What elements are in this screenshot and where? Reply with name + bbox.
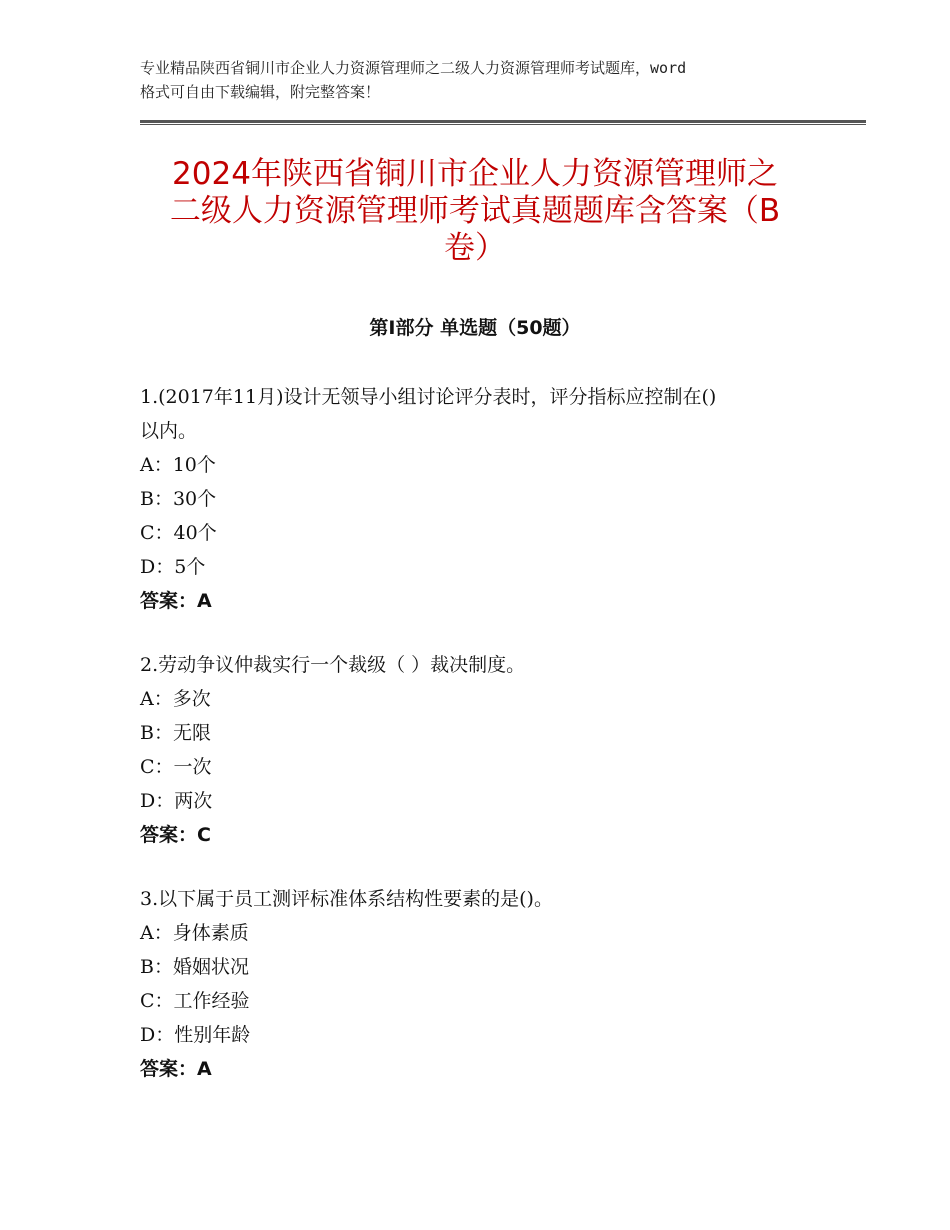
option-d: D：两次 [140,790,213,812]
header-note [140,56,840,104]
option-b: B：无限 [140,722,211,744]
header-note-line: 专业精品陕西省铜川市企业人力资源管理师之二级人力资源管理师考试题库，word [140,59,687,77]
question-stem: 1.(2017年11月)设计无领导小组讨论评分表时，评分指标应控制在() [140,386,717,408]
option-c: C：一次 [140,756,212,778]
option-a: A：10个 [140,454,216,476]
question-list [140,380,820,1116]
section-heading: 第Ⅰ部分 单选题（50题） [369,317,581,339]
question-stem: 3.以下属于员工测评标准体系结构性要素的是()。 [140,888,553,910]
option-d: D：5个 [140,556,206,578]
option-d: D：性别年龄 [140,1024,251,1046]
header-note-line: 格式可自由下载编辑，附完整答案！ [140,83,381,101]
question-item [140,882,820,1086]
title-line: 二级人力资源管理师考试真题题库含答案（B [169,193,781,229]
question-item [140,380,820,618]
option-a: A：身体素质 [140,922,249,944]
document-title [110,156,840,267]
option-b: B：婚姻状况 [140,956,249,978]
option-b: B：30个 [140,488,217,510]
option-c: C：40个 [140,522,217,544]
header-divider [140,120,866,125]
question-stem: 以内。 [140,420,198,442]
answer-line: 答案：A [140,1058,212,1080]
option-a: A：多次 [140,688,211,710]
question-item [140,648,820,852]
title-line: 2024年陕西省铜川市企业人力资源管理师之 [172,156,778,192]
option-c: C：工作经验 [140,990,250,1012]
question-stem: 2.劳动争议仲裁实行一个裁级（ ）裁决制度。 [140,654,526,676]
title-line: 卷） [444,230,506,266]
answer-line: 答案：A [140,590,212,612]
answer-line: 答案：C [140,824,211,846]
